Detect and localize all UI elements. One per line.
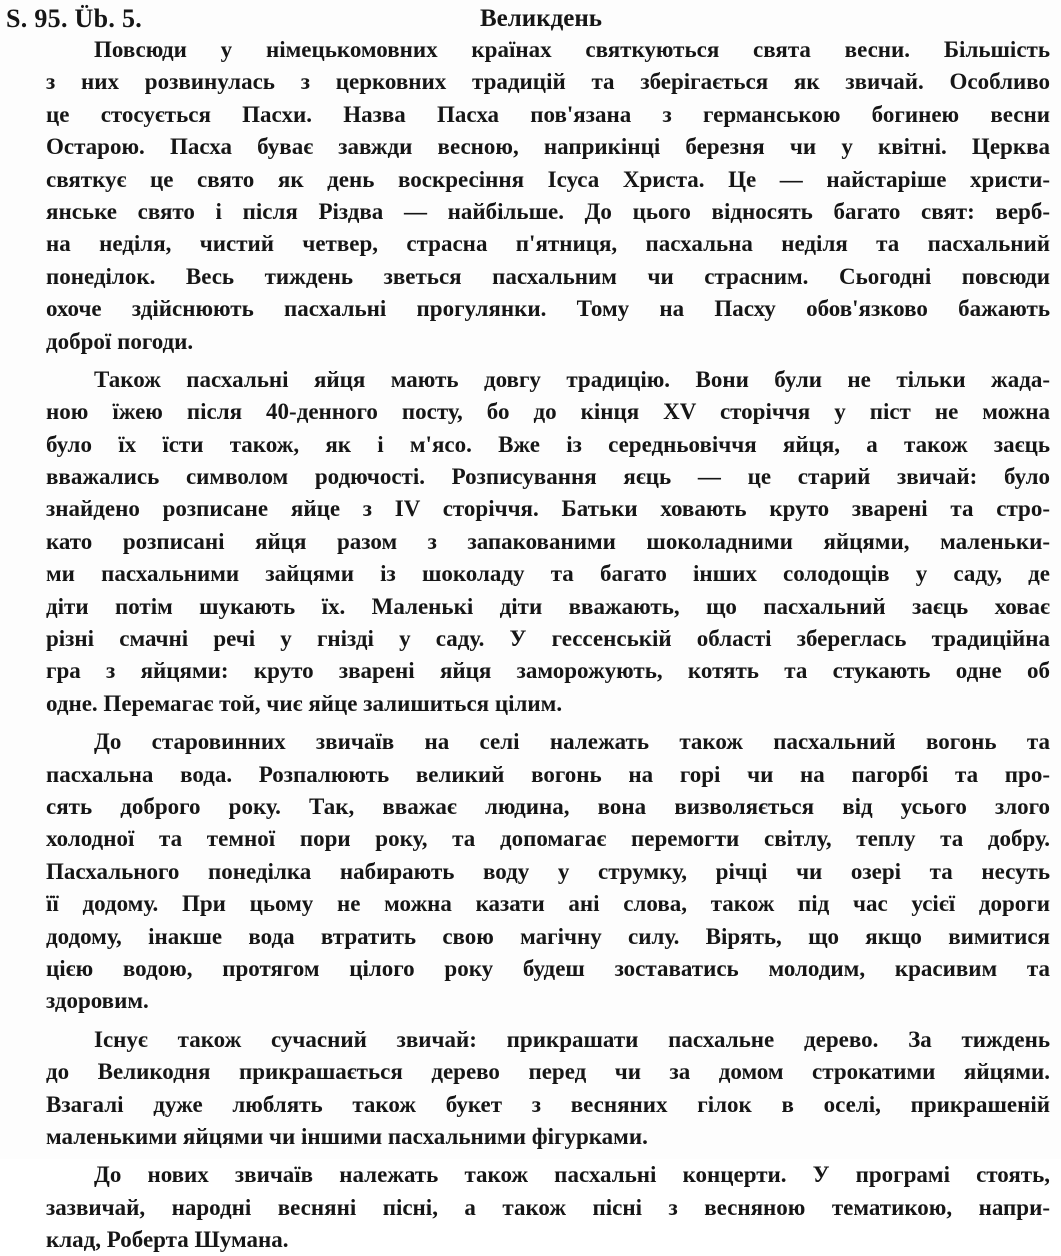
text-line: різні смачні речі у гнізді у саду. У гессенській області збереглась традиційна [46,626,1050,652]
text-line: като розписані яйця разом з запакованими шоколадними яйцями, маленьки- [46,528,1050,554]
text-line: ми пасхальними зайцями із шоколаду та багато інших солодощів у саду, де [46,561,1050,587]
text-line: її додому. При цьому не можна казати ані слова, також під час усієї дороги [46,891,1050,917]
text-body [46,34,1050,1256]
text-line: святкує це свято як день воскресіння Ісуса Христа. Це — найстаріше христи- [46,166,1050,192]
text-line: Остарою. Пасха буває завжди весною, наприкінці березня чи у квітні. Церква [46,134,1050,160]
text-line: клад, Роберта Шумана. [46,1227,289,1253]
text-line: зазвичай, народні весняні пісні, а також пісні з весняною тематикою, напри- [46,1194,1050,1220]
paragraph-4 [0,1024,1050,1154]
text-line: пасхальна вода. Розпалюють великий вогонь на горі чи на пагорбі та про- [46,761,1050,787]
text-line: янське свято і після Різдва — найбільше. До цього відносять багато свят: верб- [46,198,1050,224]
text-line: діти потім шукають їх. Маленькі діти вважають, що пасхальний заєць ховає [46,593,1050,619]
text-line: Повсюди у німецькомовних країнах святкуються свята весни. Більшість [94,37,1050,62]
paragraph-3 [0,726,1050,1018]
text-line: Взагалі дуже люблять також букет з весняних гілок в оселі, прикрашеній [46,1091,1050,1117]
text-line: було їх їсти також, як і м'ясо. Вже із середньовіччя яйця, а також заєць [46,431,1050,457]
text-line: одне. Перемагає той, чиє яйце залишиться цілим. [46,690,563,716]
paragraph-1 [0,34,1050,358]
text-line: з них розвинулась з церковних традицій та зберігається як звичай. Особливо [46,69,1050,95]
text-line: вважались символом родючості. Розписування яєць — це старий звичай: було [46,464,1050,490]
text-title: Великдень [480,5,602,32]
exercise-reference: S. 95. Üb. 5. [6,4,143,33]
text-line: до Великодня прикрашається дерево перед чи за домом строкатими яйцями. [46,1059,1050,1085]
text-line: це стосується Пасхи. Назва Пасха пов'язана з германською богинею весни [46,101,1050,127]
text-line: холодної та темної пори року, та допомагає перемогти світлу, теплу та добру. [46,826,1050,852]
text-line: Пасхального понеділка набирають воду у струмку, річці чи озері та несуть [46,858,1050,884]
text-line: цією водою, протягом цілого року будеш зоставатись молодим, красивим та [46,955,1050,981]
text-line: додому, інакше вода втратить свою магічну силу. Вірять, що якщо вимитися [46,923,1050,949]
text-line: Існує також сучасний звичай: прикрашати пасхальне дерево. За тиждень [94,1026,1050,1052]
text-line: ною їжею після 40-денного посту, бо до кінця XV сторіччя у піст не можна [46,399,1050,425]
text-line: маленькими яйцями чи іншими пасхальними фігурками. [46,1123,648,1149]
text-line: До нових звичаїв належать також пасхальні концерти. У програмі стоять, [94,1162,1050,1188]
text-line: гра з яйцями: круто зварені яйця заморожують, котять та стукають одне об [46,658,1050,684]
text-line: охоче здійснюють пасхальні прогулянки. Тому на Пасху обов'язково бажають [46,296,1050,322]
text-line: До старовинних звичаїв на селі належать також пасхальний вогонь та [94,729,1050,755]
text-line: Також пасхальні яйця мають довгу традицію. Вони були не тільки жада- [94,366,1050,392]
text-line: знайдено розписане яйце з IV сторіччя. Батьки ховають круто зварені та стро- [46,496,1050,522]
text-line: сять доброго року. Так, вважає людина, вона визволяється від усього злого [46,793,1050,819]
paragraph-2 [0,364,1050,720]
paragraph-5 [0,1159,1050,1256]
text-line: доброї погоди. [46,328,194,354]
text-line: здоровим. [46,988,149,1014]
text-line: на неділя, чистий четвер, страсна п'ятниця, пасхальна неділя та пасхальний [46,231,1050,257]
page-header [6,4,1056,34]
text-line: понеділок. Весь тиждень зветься пасхальним чи страсним. Сьогодні повсюди [46,263,1050,289]
